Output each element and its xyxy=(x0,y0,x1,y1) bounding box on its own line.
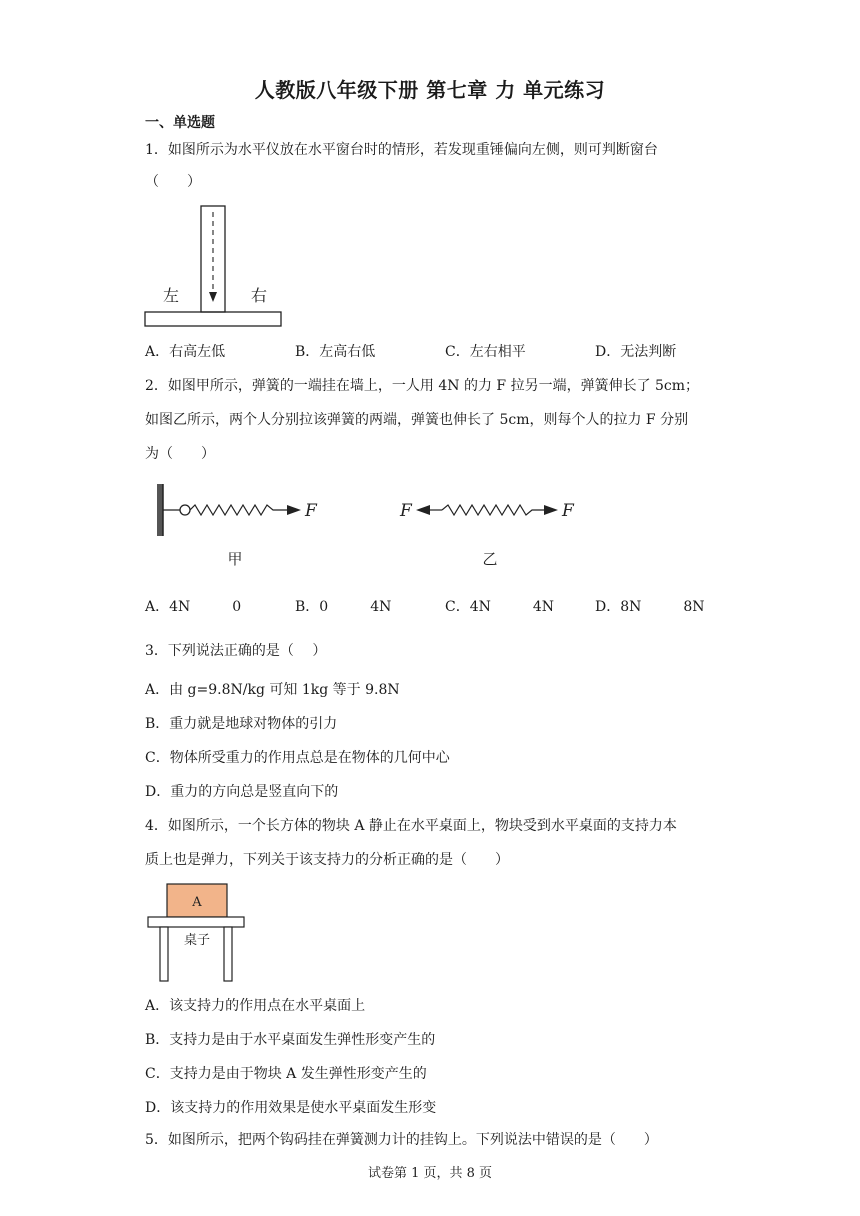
window-sill xyxy=(145,312,281,326)
fig-label-yi: 乙 xyxy=(482,550,498,568)
fig-label-jia: 甲 xyxy=(227,550,243,568)
q5-stem: 5．如图所示，把两个钩码挂在弹簧测力计的挂钩上。下列说法中错误的是（ ） xyxy=(145,1132,658,1148)
q4-stem-line2: 质上也是弹力，下列关于该支持力的分析正确的是（ ） xyxy=(145,852,509,868)
q2-line1-text: 2．如图甲所示，弹簧的一端挂在墙上，一人用 4N 的力 F 拉另一端，弹簧伸长了 5cm； xyxy=(145,378,700,394)
q1-stem-line1: 1．如图所示为水平仪放在水平窗台时的情形，若发现重锤偏向左侧，则可判断窗台 xyxy=(145,142,658,158)
q1-option-b[interactable]: B．左高右低 xyxy=(295,344,376,360)
q3-option-c[interactable]: C．物体所受重力的作用点总是在物体的几何中心 xyxy=(145,750,450,766)
fig-left-label: 左 xyxy=(162,286,180,305)
page-footer: 试卷第 1 页，共 8 页 xyxy=(367,1166,493,1181)
q1-option-d[interactable]: D．无法判断 xyxy=(595,344,677,360)
q2-spring-figure-jia xyxy=(155,480,325,570)
plumb-bob-arrow xyxy=(209,292,217,302)
q4-option-a[interactable]: A．该支持力的作用点在水平桌面上 xyxy=(145,998,366,1014)
force-label-f-left: F xyxy=(400,501,412,521)
section-heading: 一、单选题 xyxy=(145,115,215,131)
table-leg-left xyxy=(160,927,168,981)
q2-option-d[interactable]: D．8N 8N xyxy=(595,599,705,615)
q2-option-a[interactable]: A．4N 0 xyxy=(145,599,242,615)
q2-spring-figure-yi xyxy=(398,480,578,570)
q2-option-c[interactable]: C．4N 4N xyxy=(445,599,555,615)
spring xyxy=(442,505,544,515)
q1-level-figure xyxy=(143,204,285,328)
q3-stem: 3．下列说法正确的是（ ） xyxy=(145,643,327,659)
q3-option-d[interactable]: D．重力的方向总是竖直向下的 xyxy=(145,784,339,800)
q3-option-b[interactable]: B．重力就是地球对物体的引力 xyxy=(145,716,338,732)
page-title: 人教版八年级下册 第七章 力 单元练习 xyxy=(254,78,606,102)
table-label: 桌子 xyxy=(183,933,211,948)
q4-stem-line1: 4．如图所示，一个长方体的物块 A 静止在水平桌面上，物块受到水平桌面的支持力本 xyxy=(145,818,677,834)
q2-stem-line2: 如图乙所示，两个人分别拉该弹簧的两端，弹簧也伸长了 5cm，则每个人的拉力 F 分别 xyxy=(145,412,689,428)
q2-stem-line3: 为（ ） xyxy=(145,446,215,462)
force-label-f-right: F xyxy=(562,501,574,521)
q2-option-b[interactable]: B．0 4N xyxy=(295,599,392,615)
spring-ring xyxy=(180,505,190,515)
fig-right-label: 右 xyxy=(250,286,268,305)
q1-stem-line2: （ ） xyxy=(145,174,201,190)
q4-option-b[interactable]: B．支持力是由于水平桌面发生弹性形变产生的 xyxy=(145,1032,436,1048)
force-label-f: F xyxy=(305,501,317,521)
q3-option-a[interactable]: A．由 g=9.8N/kg 可知 1kg 等于 9.8N xyxy=(145,682,400,698)
table-leg-right xyxy=(224,927,232,981)
block-a-label: A xyxy=(192,895,202,910)
force-arrow-right xyxy=(544,505,558,515)
table-top xyxy=(148,917,244,927)
spring xyxy=(190,505,287,515)
q4-block-table-figure xyxy=(146,882,246,984)
q1-option-c[interactable]: C．左右相平 xyxy=(445,344,526,360)
q1-option-a[interactable]: A．右高左低 xyxy=(145,344,226,360)
q4-option-c[interactable]: C．支持力是由于物块 A 发生弹性形变产生的 xyxy=(145,1066,427,1082)
wall xyxy=(157,484,163,536)
q2-stem-line1 xyxy=(145,376,699,396)
force-arrow xyxy=(287,505,301,515)
q4-option-d[interactable]: D．该支持力的作用效果是使水平桌面发生形变 xyxy=(145,1100,437,1116)
force-arrow-left xyxy=(416,505,430,515)
